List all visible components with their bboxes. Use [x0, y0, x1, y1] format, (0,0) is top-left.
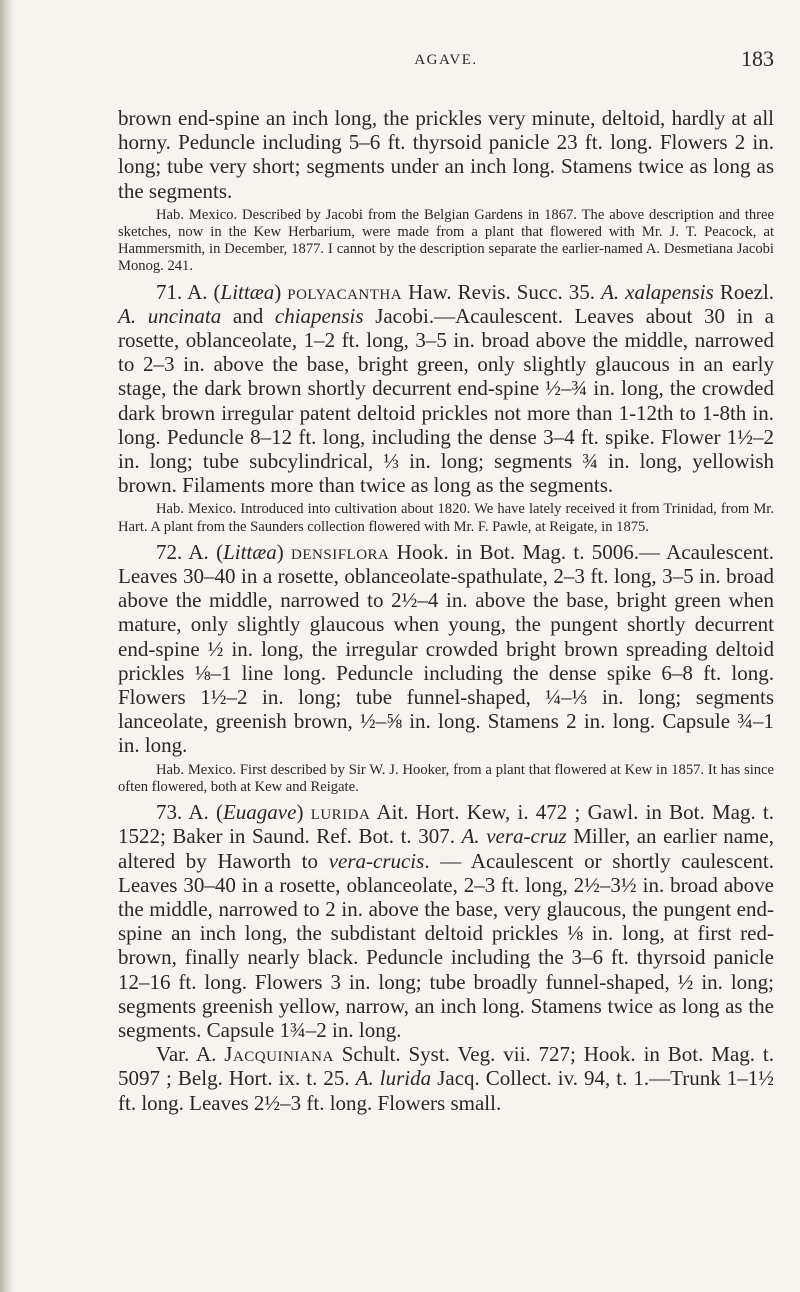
- section-name: Littæa: [223, 539, 277, 564]
- synonym: A. vera-cruz: [461, 824, 567, 849]
- synonym: A. xalapensis: [601, 279, 714, 304]
- citation: Hook. in Bot. Mag. t. 5006.—: [396, 539, 660, 564]
- variety-label: Var.: [156, 1042, 190, 1067]
- running-title: AGAVE.: [414, 52, 478, 68]
- species-entry-73: [118, 800, 774, 1042]
- citation-connector: Roezl.: [719, 279, 775, 304]
- citation: Haw. Revis. Succ. 35.: [408, 279, 596, 304]
- habitat-note: Hab. Mexico. Introduced into cultivation about 1820. We have lately received it from Trinidad, from Mr. Hart. A plant from the Saunders collection flowered with Mr. F. Pawle, at Reigate, in 1875.: [118, 501, 774, 535]
- running-head: [118, 46, 774, 76]
- binding-shadow: [0, 0, 14, 1292]
- species-name: densiflora: [291, 539, 390, 564]
- variety-entry: [118, 1042, 774, 1115]
- species-name: lurida: [310, 800, 371, 825]
- synonym: A. uncinata: [118, 303, 222, 328]
- section-name: Littæa: [220, 279, 275, 304]
- species-entry-72: [118, 540, 774, 758]
- paren-close: ): [276, 539, 284, 564]
- paren-close: ): [296, 800, 304, 825]
- entry-number: 73. A. (: [156, 800, 223, 825]
- description: . — Acaulescent or shortly caulescent. Leaves 30–40 in a rosette, oblanceolate, 2–3 ft. long, 2½–3½ in. broad above the middle, narrowed to 2 in. above the base, very glaucous, the pungent end-spine an inch long, the subdistant deltoid prickles ⅛ in. long, at first red-brown, finally nearly black. Peduncle including the 3–6 ft. thyrsoid panicle 12–16 ft. long. Flowers 3 in. long; tube broadly funnel-shaped, ½ in. long; segments greenish yellow, narrow, an inch long. Stamens twice as long as the segments. Capsule 1¾–2 in. long.: [118, 848, 774, 1042]
- species-entry-71: [118, 280, 774, 498]
- citation-connector: and: [232, 303, 264, 328]
- citation-connector: Miller, an earlier name, altered by Haworth to: [118, 824, 774, 873]
- paragraph-continuation: brown end-spine an inch long, the prickles very minute, deltoid, hardly at all horny. Peduncle including 5–6 ft. thyrsoid panicle 23 ft. long. Flowers 2 in. long; tube very short; segments under an inch long. Stamens twice as long as the segments.: [118, 106, 774, 203]
- description: Jacq. Collect. iv. 94, t. 1.—Trunk 1–1½ ft. long. Leaves 2½–3 ft. long. Flowers small.: [118, 1066, 775, 1115]
- section-name: Euagave: [222, 800, 297, 825]
- paren-close: ): [274, 279, 282, 304]
- description: Acaulescent. Leaves 30–40 in a rosette, oblanceolate-spathulate, 2–3 ft. long, 3–5 in. broad above the middle, narrowed to 2½–4 in. above the base, bright green when mature, only slightly glaucous when young, the pungent shortly decurrent end-spine ½ in. long, the irregular crowded bright brown spreading deltoid prickles ⅛–1 line long. Peduncle including the dense spike 6–8 ft. long. Flowers 1½–2 in. long; tube funnel-shaped, ¼–⅓ in. long; segments lanceolate, greenish brown, ½–⅝ in. long. Stamens 2 in. long. Capsule ¾–1 in. long.: [118, 539, 774, 758]
- body-text: [118, 106, 774, 1115]
- citation: Ait. Hort. Kew, i. 472 ; Gawl. in Bot. Mag. t. 1522; Baker in Saund. Ref. Bot. t. 307.: [118, 800, 775, 849]
- book-page: [118, 46, 774, 1115]
- entry-number: 71. A. (: [156, 279, 221, 304]
- description: Jacobi.—Acaulescent. Leaves about 30 in a rosette, oblanceolate, 1–2 ft. long, 3–5 in. broad above the middle, narrowed to 2–3 in. above the base, bright green, only slightly glaucous in an early stage, the dark brown shortly decurrent end-spine ½–¾ in. long, the crowded dark brown irregular patent deltoid prickles not more than 1-12th to 1-8th in. long. Peduncle 8–12 ft. long, including the dense 3–4 ft. spike. Flower 1½–2 in. long; tube subcylindrical, ⅓ in. long; segments ¾ in. long, yellowish brown. Filaments more than twice as long as the segments.: [118, 303, 774, 498]
- genus-abbr: A.: [195, 1042, 217, 1067]
- citation: Schult. Syst. Veg. vii. 727; Hook. in Bot. Mag. t. 5097 ; Belg. Hort. ix. t. 25.: [118, 1042, 774, 1091]
- habitat-note: Hab. Mexico. Described by Jacobi from the Belgian Gardens in 1867. The above description and three sketches, now in the Kew Herbarium, were made from a plant that flowered with Mr. J. T. Peacock, at Hammersmith, in December, 1877. I cannot by the description separate the earlier-named A. Desmetiana Jacobi Monog. 241.: [118, 206, 774, 275]
- species-name: polyacantha: [287, 279, 403, 304]
- synonym: A. lurida: [355, 1066, 432, 1091]
- synonym: vera-crucis: [328, 848, 425, 873]
- page-number: 183: [741, 46, 774, 71]
- variety-name: Jacquiniana: [224, 1042, 334, 1067]
- synonym: chiapensis: [274, 303, 364, 328]
- entry-number: 72. A. (: [156, 539, 224, 564]
- habitat-note: Hab. Mexico. First described by Sir W. J. Hooker, from a plant that flowered at Kew in 1857. It has since often flowered, both at Kew and Reigate.: [118, 761, 774, 795]
